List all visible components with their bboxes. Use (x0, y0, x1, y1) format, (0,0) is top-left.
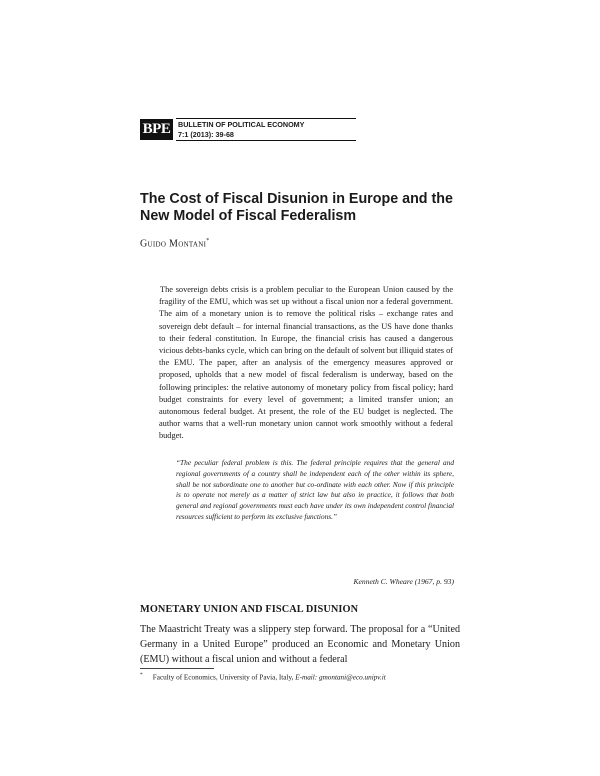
footnote-email[interactable]: gmontani@eco.unipv.it (318, 673, 386, 682)
abstract: The sovereign debts crisis is a problem peculiar to the European Union caused by the fragility of the EMU, which was set up without a fiscal union nor a federal government. The aim of a monetary union is to remove the political risks – exchange rates and sovereign debt default – for internal financial transactions, as the US have done thanks to their federal constitution. In Europe, the financial crisis has caused a dangerous vicious debts-banks cycle, which can bring on the default of solvent but illiquid states of the EMU. The paper, after an analysis of the emergency measures approved or proposed, upholds that a new model of fiscal federalism is underway, based on the following principles: the relative autonomy of monetary policy from fiscal policy; hard budget constraints for every level of government; a limited transfer union; an autonomous federal budget. At present, the role of the EU budget is neglected. The author warns that a well-run monetary union cannot work smoothly without a federal budget. (159, 285, 453, 441)
journal-issue: 7:1 (2013): 39-68 (178, 129, 234, 139)
journal-header (140, 118, 356, 141)
footnote-mark: * (140, 672, 143, 678)
section-heading: MONETARY UNION AND FISCAL DISUNION (140, 604, 359, 615)
author-name-text: Guido Montani (140, 238, 207, 250)
journal-citation (176, 118, 356, 141)
author-footnote-mark: * (206, 238, 210, 244)
article-title: The Cost of Fiscal Disunion in Europe and the New Model of Fiscal Federalism (140, 191, 453, 224)
author-name (140, 238, 210, 249)
footnote-email-label: E-mail: (295, 673, 318, 682)
epigraph-quote: “The peculiar federal problem is this. The federal principle requires that the general and regional governments of a country shall be independent each of the other within its sphere, shall be not subordinate one to another but co-ordinate with each other. Now if this principle is to operate not merely as a matter of strict law but also in practice, it follows that both general and regional governments must each have under its own independent control financial resources sufficient to perform its exclusive functions.” (176, 458, 454, 521)
epigraph-attribution: Kenneth C. Wheare (1967, p. 93) (353, 577, 454, 586)
journal-logo: BPE (140, 119, 173, 140)
footnote-divider (140, 668, 214, 669)
body-paragraph: The Maastricht Treaty was a slippery step forward. The proposal for a “United Germany in a United Europe” produced an Economic and Monetary Union (EMU) without a fiscal union and without a federal (140, 624, 460, 665)
footnote-affiliation: Faculty of Economics, University of Pavia, Italy, (152, 673, 296, 682)
journal-name: BULLETIN OF POLITICAL ECONOMY (178, 120, 305, 129)
footnote (140, 671, 460, 682)
